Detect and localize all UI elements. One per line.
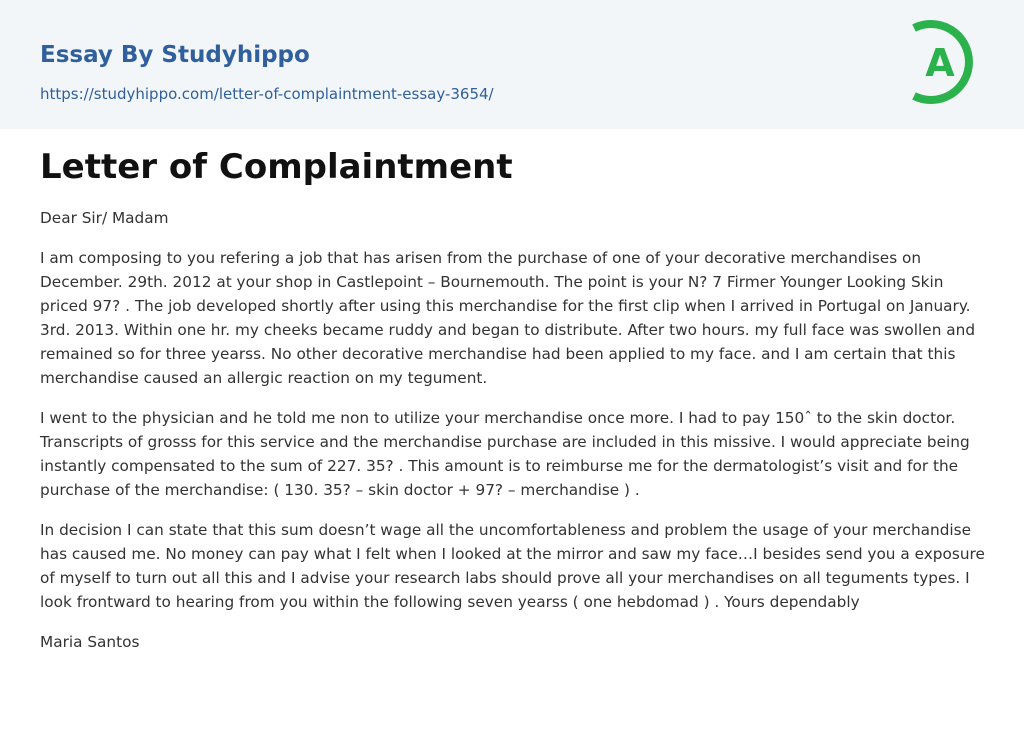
signature: Maria Santos — [40, 633, 140, 651]
paragraph-3: In decision I can state that this sum doesn’t wage all the uncomfortableness and problem the usage of your merchandise has caused me. No money can pay what I felt when I looked at the mirror and saw my face…I besides send you a exposure of myself to turn out all this and I advise your research labs should prove all your merchandises on all teguments types. I look frontward to hearing from you within the following seven yearss ( one hebdomad ) . Yours dependably — [40, 521, 985, 611]
studyhippo-logo-icon[interactable] — [906, 16, 990, 108]
salutation: Dear Sir/ Madam — [40, 209, 169, 227]
source-url-link[interactable]: https://studyhippo.com/letter-of-complaintment-essay-3654/ — [40, 85, 494, 103]
logo-letter: A — [925, 41, 955, 85]
paragraph-2: I went to the physician and he told me non to utilize your merchandise once more. I had to pay 150ˆ to the skin doctor. Transcripts of grosss for this service and the merchandise purchase are included in this missive. I would appreciate being instantly compensated to the sum of 227. 35? . This amount is to reimburse me for the dermatologist’s visit and for the purchase of the merchandise: ( 130. 35? – skin doctor + 97? – merchandise ) . — [40, 409, 970, 499]
paragraph-1: I am composing to you refering a job that has arisen from the purchase of one of your decorative merchandises on December. 29th. 2012 at your shop in Castlepoint – Bournemouth. The point is your N? 7 Firmer Younger Looking Skin priced 97? . The job developed shortly after using this merchandise for the first clip when I arrived in Portugal on January. 3rd. 2013. Within one hr. my cheeks became ruddy and began to distribute. After two hours. my full face was swollen and remained so for three yearss. No other decorative merchandise had been applied to my face. and I am certain that this merchandise caused an allergic reaction on my tegument. — [40, 249, 976, 387]
essay-content — [40, 143, 985, 670]
page-header — [0, 0, 1024, 129]
essay-title: Letter of Complaintment — [40, 147, 513, 187]
site-brand[interactable]: Essay By Studyhippo — [40, 42, 310, 68]
